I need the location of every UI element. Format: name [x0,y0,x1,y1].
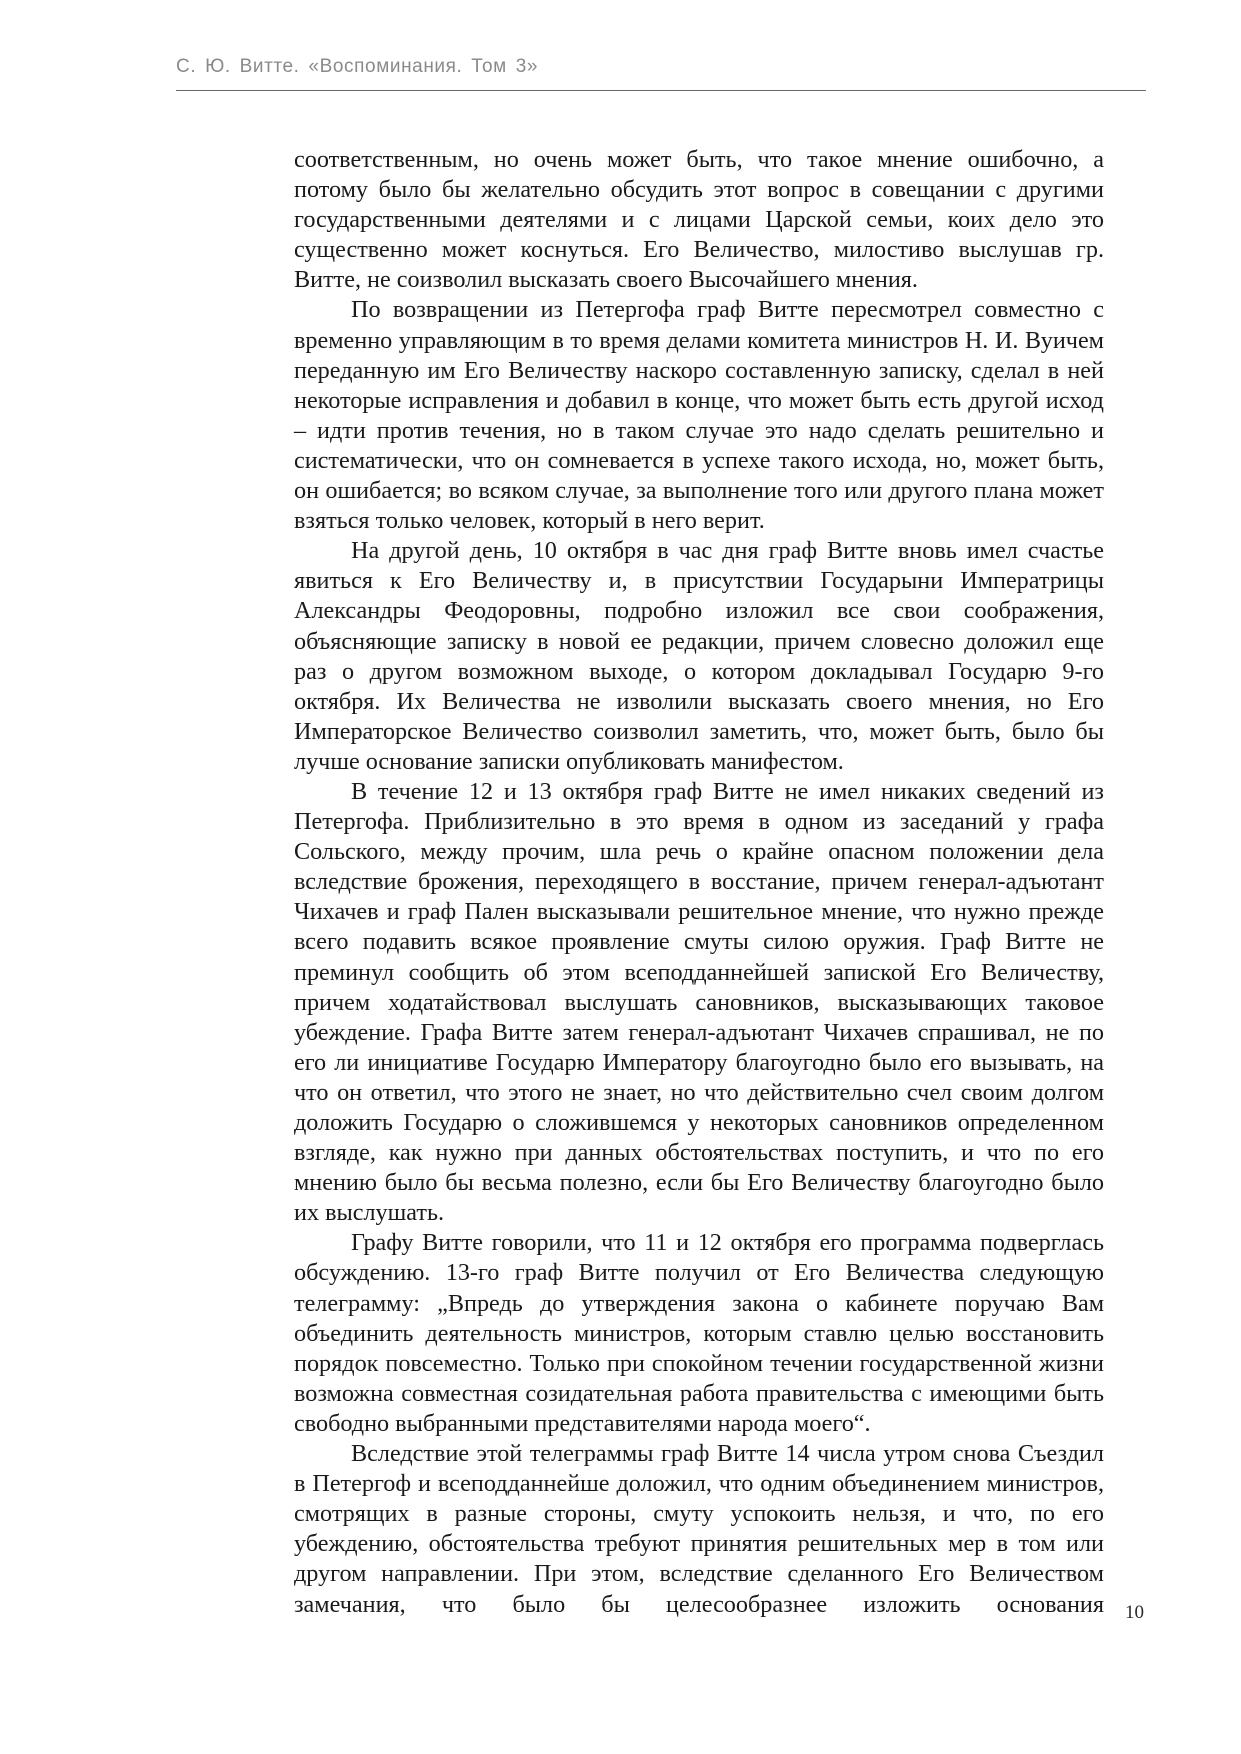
paragraph-2: По возвращении из Петергофа граф Витте пересмотрел совместно с временно управляющим в то время делами комитета министров Н. И. Вуичем переданную им Его Величеству наскоро составленную записку, сделал в ней некоторые исправления и добавил в конце, что может быть есть другой исход – идти против течения, но в таком случае это надо сделать решительно и систематически, что он сомневается в успехе такого исхода, но, может быть, он ошибается; во всяком случае, за выполнение того или другого плана может взяться только человек, который в него верит. [294,296,1104,535]
paragraph-5: Графу Витте говорили, что 11 и 12 октября его программа подверглась обсуждению. 13-го граф Витте получил от Его Величества следующую телеграмму: „Впредь до утверждения закона о кабинете поручаю Вам объединить деятельность министров, которым ставлю целью восстановить порядок повсеместно. Только при спокойном течении государственной жизни возможна совместная созидательная работа правительства с имеющими быть свободно выбранными представителями народа моего“. [294,1229,1104,1437]
paragraph-4: В течение 12 и 13 октября граф Витте не имел никаких сведений из Петергофа. Приблизительно в это время в одном из заседаний у графа Сольского, между прочим, шла речь о крайне опасном положении дела вследствие брожения, переходящего в восстание, причем генерал-адъютант Чихачев и граф Пален высказывали решительное мнение, что нужно прежде всего подавить всякое проявление смуты силою оружия. Граф Витте не преминул сообщить об этом всеподданнейшей запиской Его Величеству, причем ходатайствовал выслушать сановников, высказывающих таковое убеждение. Графа Витте затем генерал-адъютант Чихачев спрашивал, не по его ли инициативе Государю Императору благоугодно было его вызывать, на что он ответил, что этого не знает, но что действительно счел своим долгом доложить Государю о сложившемся у некоторых сановников определенном взгляде, как нужно при данных обстоятельствах поступить, и что по его мнению было бы весьма полезно, если бы Его Величеству благоугодно было их выслушать. [294,777,1104,1227]
running-title: С. Ю. Витте. «Воспоминания. Том 3» [176,56,539,77]
body-text [294,145,1104,1620]
paragraph-3: На другой день, 10 октября в час дня граф Витте вновь имел счастье явиться к Его Величеству и, в присутствии Государыни Императрицы Александры Феодоровны, подробно изложил все свои соображения, объясняющие записку в новой ее редакции, причем словесно доложил еще раз о другом возможном выходе, о котором докладывал Государю 9-го октября. Их Величества не изволили высказать своего мнения, но Его Императорское Величество соизволил заметить, что, может быть, было бы лучше основание записки опубликовать манифестом. [294,537,1104,775]
paragraph-6: Вследствие этой телеграммы граф Витте 14 числа утром снова Съездил в Петергоф и всеподданнейше доложил, что одним объединением министров, смотрящих в разные стороны, смуту успокоить нельзя, и что, по его убеждению, обстоятельства требуют принятия решительных мер в том или другом направлении. При этом, вследствие сделанного Его Величеством замечания, что было бы целесообразнее изложить основания [294,1440,1104,1618]
page-header [176,56,1146,91]
paragraph-1: соответственным, но очень может быть, что такое мнение ошибочно, а потому было бы желательно обсудить этот вопрос в совещании с другими государственными деятелями и с лицами Царской семьи, коих дело это существенно может коснуться. Его Величество, милостиво выслушав гр. Витте, не соизволил высказать своего Высочайшего мнения. [294,146,1104,294]
page-number: 10 [1125,1602,1144,1623]
